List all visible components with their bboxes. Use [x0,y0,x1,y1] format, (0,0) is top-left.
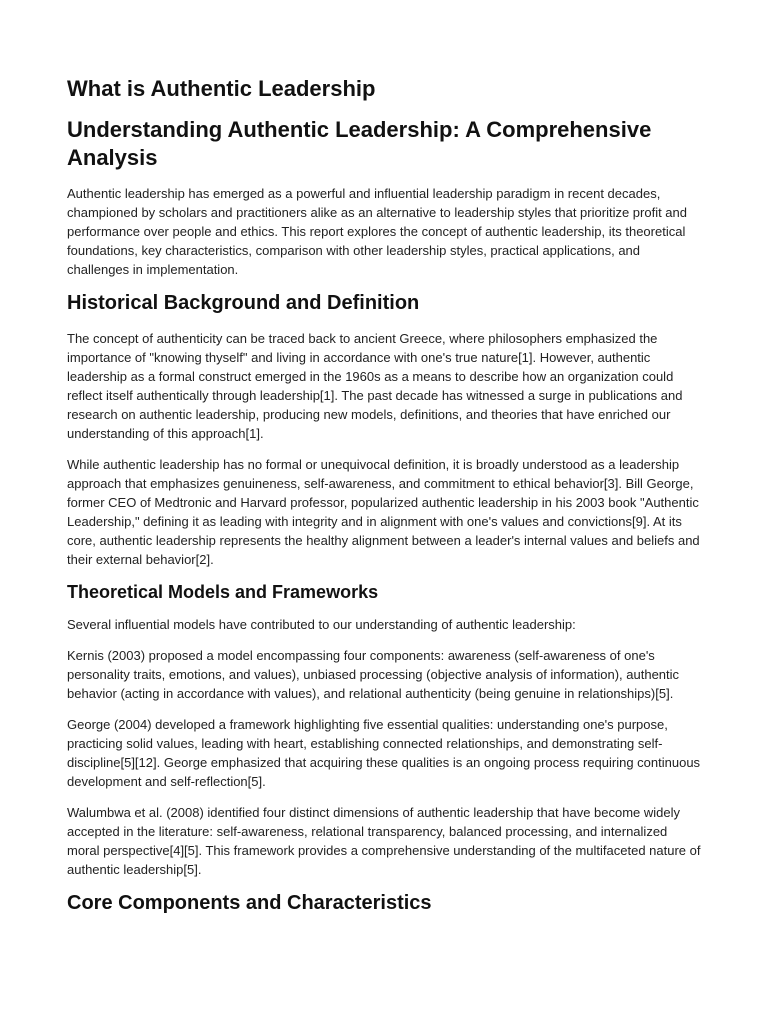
section-heading-historical-background: Historical Background and Definition [67,292,420,314]
paragraph-theory-george: George (2004) developed a framework highlighting five essential qualities: understanding one's purpose, practicing solid values, leading with heart, establishing connected relationships, and demonstrating self-discipline[5][12]. George emphasized that acquiring these qualities is an ongoing process requiring continuous development and self-reflection[5]. [67,717,701,789]
paragraph-historical-2: While authentic leadership has no formal or unequivocal definition, it is broadly understood as a leadership approach that emphasizes genuineness, self-awareness, and commitment to ethical behavior[3]. Bill George, former CEO of Medtronic and Harvard professor, popularized authentic leadership in his 2003 book "Authentic Leadership," defining it as leading with integrity and in alignment with one's values and convictions[9]. At its core, authentic leadership represents the healthy alignment between a leader's internal values and beliefs and their external behavior[2]. [67,457,700,567]
paragraph-theory-kernis: Kernis (2003) proposed a model encompassing four components: awareness (self-awareness of one's personality traits, emotions, and values), unbiased processing (objective analysis of information), authentic behavior (acting in accordance with values), and relational authenticity (being genuine in relationships)[5]. [67,648,680,701]
document-subtitle: Understanding Authentic Leadership: A Comprehensive Analysis [67,117,652,170]
paragraph-theory-walumbwa: Walumbwa et al. (2008) identified four distinct dimensions of authentic leadership that have become widely accepted in the literature: self-awareness, relational transparency, balanced processing, and internalized moral perspective[4][5]. This framework provides a comprehensive understanding of the multifaceted nature of authentic leadership[5]. [67,805,701,877]
document-title: What is Authentic Leadership [67,76,376,101]
section-heading-core-components: Core Components and Characteristics [67,892,432,914]
paragraph-historical-1: The concept of authenticity can be traced back to ancient Greece, where philosophers emphasized the importance of "knowing thyself" and living in accordance with one's true nature[1]. However, authentic leadership as a formal construct emerged in the 1960s as a means to describe how an organization could reflect itself authentically through leadership[1]. The past decade has witnessed a surge in publications and research on authentic leadership, producing new models, definitions, and theories that have enriched our understanding of this approach[1]. [67,331,683,441]
paragraph-theory-intro: Several influential models have contributed to our understanding of authentic leadership: [67,617,576,632]
intro-paragraph: Authentic leadership has emerged as a powerful and influential leadership paradigm in recent decades, championed by scholars and practitioners alike as an alternative to leadership styles that prioritize profit and performance over people and ethics. This report explores the concept of authentic leadership, its theoretical foundations, key characteristics, comparison with other leadership styles, practical applications, and challenges in implementation. [67,186,688,277]
section-heading-theoretical-models: Theoretical Models and Frameworks [67,582,379,602]
